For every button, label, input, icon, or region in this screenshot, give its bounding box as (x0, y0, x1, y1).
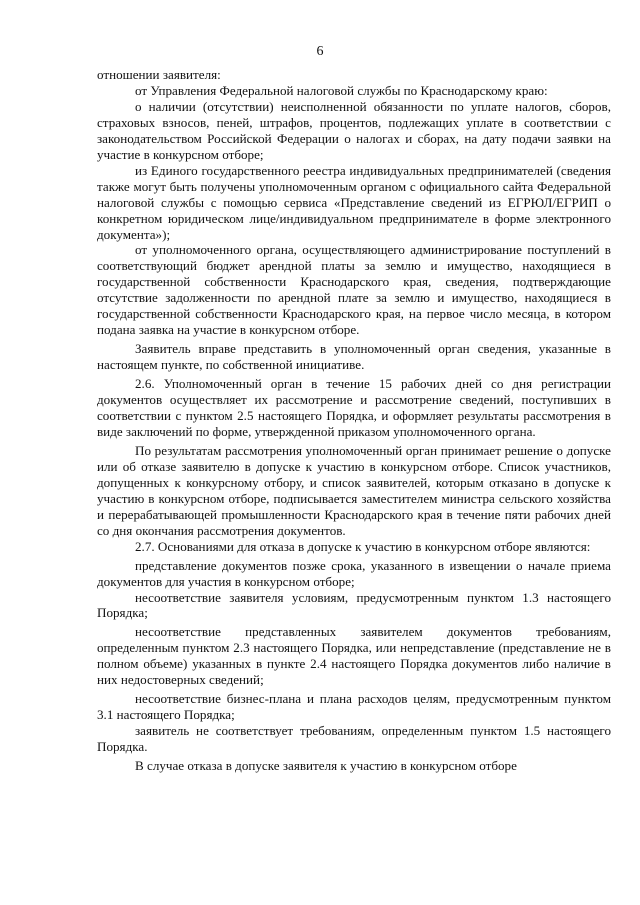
paragraph-conditions-mismatch: несоответствие заявителя условиям, предусмотренным пунктом 1.3 настоящего Порядка; (97, 589, 611, 621)
paragraph-late-submission: представление документов позже срока, указанного в извещении о начале приема документов для участия в конкурсном отборе; (97, 557, 611, 589)
paragraph-egrip: из Единого государственного реестра индивидуальных предпринимателей (сведения также могут быть получены уполномоченным органом с официального сайта Федеральной налоговой службы с помощью сервиса «Представление сведений из ЕГРЮЛ/ЕГРИП о конкретном юридическом лице/индивидуальном предпринимателе в форме электронного документа»); (97, 162, 611, 242)
paragraph-fns-source: от Управления Федеральной налоговой службы по Краснодарскому краю: (135, 82, 548, 98)
paragraph-continuation: отношении заявителя: (97, 67, 221, 82)
paragraph-2-6: 2.6. Уполномоченный орган в течение 15 рабочих дней со дня регистрации документов осуществляет их рассмотрение и рассмотрение сведений, поступивших в соответствии с пунктом 2.5 настоящего Порядка, и оформляет результаты рассмотрения в виде заключений по форме, утвержденной приказом уполномоченного органа. (97, 376, 611, 439)
paragraph-business-plan: несоответствие бизнес-плана и плана расходов целям, предусмотренным пунктом 3.1 настоящего Порядка; (97, 691, 611, 723)
page-number: 6 (316, 44, 324, 59)
paragraph-tax-debt: о наличии (отсутствии) неисполненной обязанности по уплате налогов, сборов, страховых взносов, пеней, штрафов, процентов, подлежащих уплате в соответствии с законодательством Российской Федерации о налогах и сборах, на дату подачи заявки на участие в конкурсном отборе; (97, 98, 611, 162)
paragraph-rent-debt: от уполномоченного органа, осуществляющего администрирование поступлений в соответствующий бюджет арендной платы за землю и имущество, находящиеся в государственной собственности Краснодарского края, сведения, подтверждающие отсутствие задолженности по арендной плате за землю и имущество, находящиеся в государственной собственности Краснодарского края, на первое число месяца, в котором подана заявка на участие в конкурсном отборе. (97, 242, 611, 338)
paragraph-refusal-case: В случае отказа в допуске заявителя к участию в конкурсном отборе (135, 758, 517, 774)
paragraph-own-initiative: Заявитель вправе представить в уполномоченный орган сведения, указанные в настоящем пункте, по собственной инициативе. (97, 341, 611, 373)
paragraph-decision: По результатам рассмотрения уполномоченный орган принимает решение о допуске или об отказе заявителю в допуске к участию в конкурсном отборе. Список участников, допущенных к конкурсному отбору, и список заявителей, которым отказано в допуске к участию в конкурсном отборе, подписывается заместителем министра сельского хозяйства и перерабатывающей промышленности Краснодарского края в течение пяти рабочих дней со дня окончания рассмотрения документов. (97, 442, 611, 538)
paragraph-documents-mismatch: несоответствие представленных заявителем документов требованиям, определенным пунктом 2.3 настоящего Порядка, или непредставление (представление не в полном объеме) указанных в пункте 2.4 настоящего Порядка документов либо наличие в них недостоверных сведений; (97, 624, 611, 688)
paragraph-requirements: заявитель не соответствует требованиям, определенным пунктом 1.5 настоящего Порядка. (97, 723, 611, 755)
paragraph-2-7: 2.7. Основаниями для отказа в допуске к участию в конкурсном отборе являются: (135, 538, 591, 554)
document-body (97, 67, 611, 774)
